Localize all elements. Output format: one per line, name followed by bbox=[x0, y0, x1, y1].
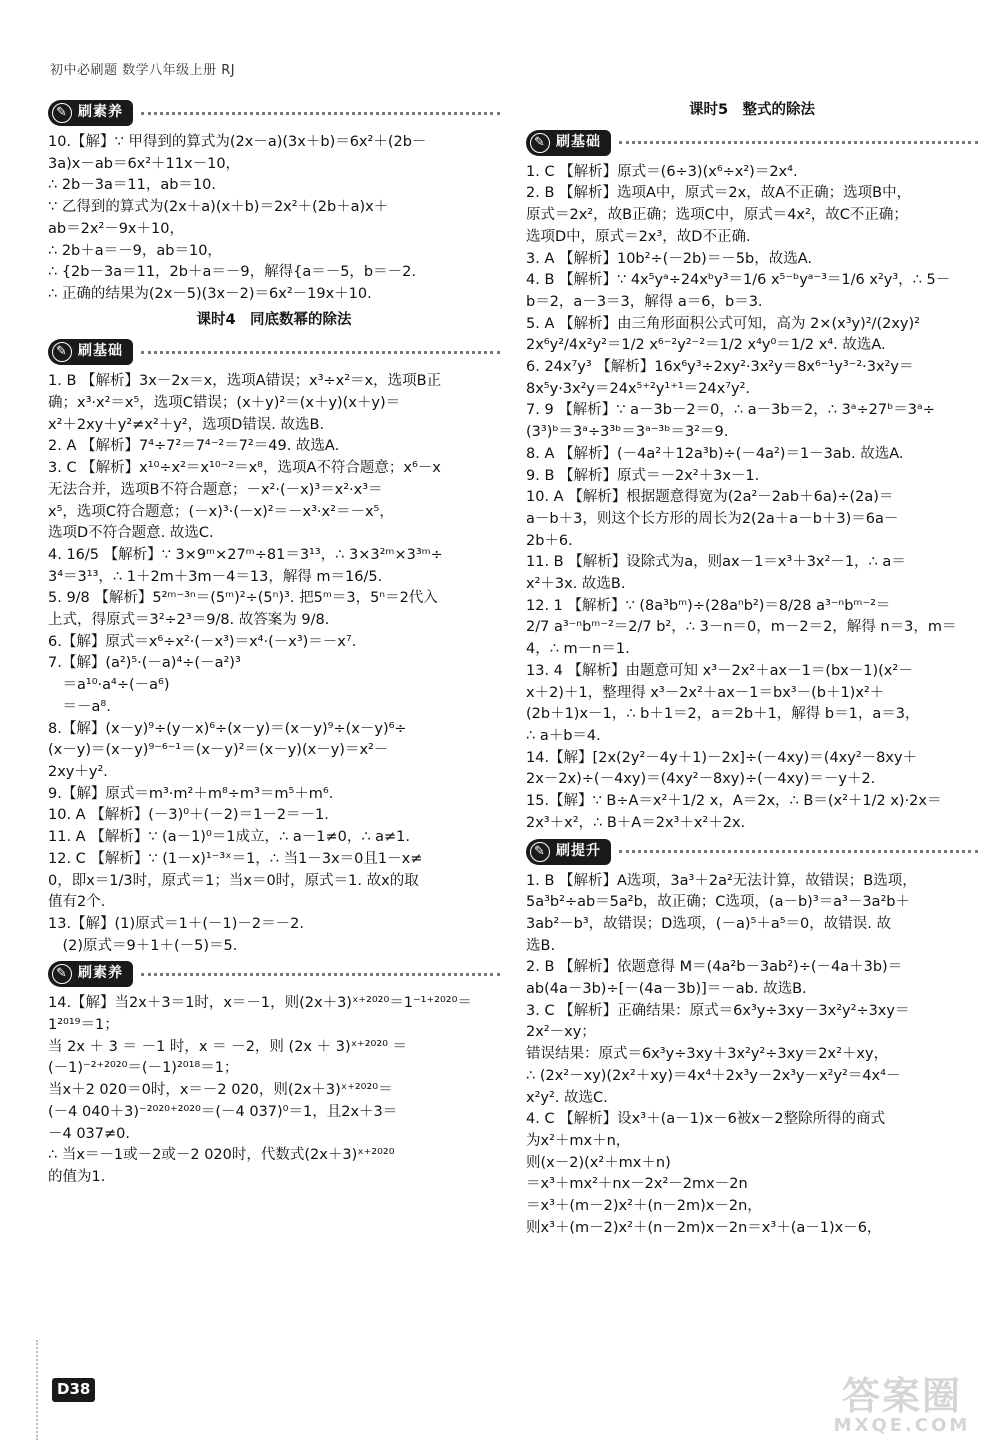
section-banner bbox=[526, 128, 978, 158]
answer-line: 2x⁶y²/4x²y²＝1/2 x⁶⁻²y²⁻²＝1/2 x⁴y⁰＝1/2 x⁴. 故选A. bbox=[526, 337, 886, 354]
answer-line: (－4 040＋3)⁻²⁰²⁰⁺²⁰²⁰＝(－4 037)⁰＝1，且2x＋3＝ bbox=[48, 1103, 398, 1120]
answer-line: 5a³b²÷ab＝5a²b，故正确；C选项，(a－b)³＝a³－3a²b＋ bbox=[526, 894, 910, 911]
section-badge-label: 刷基础 bbox=[78, 343, 123, 360]
section-badge bbox=[526, 839, 611, 865]
answer-line: －4 037≠0. bbox=[48, 1125, 130, 1142]
margin-dash-line bbox=[36, 1340, 38, 1440]
answer-line: 的值为1. bbox=[48, 1168, 106, 1185]
answer-line: 无法合并，选项B不符合题意；－x²·(－x)³＝x²·x³＝ bbox=[48, 481, 383, 498]
answer-line: x⁵，选项C符合题意；(－x)³·(－x)²＝－x³·x²＝－x⁵， bbox=[48, 503, 394, 520]
answer-line: 5. A 【解析】由三角形面积公式可知，高为 2×(x³y)²/(2xy)² bbox=[526, 315, 920, 332]
answer-line: ∴ 2b＋a＝－9，ab＝10， bbox=[48, 242, 222, 259]
right-column bbox=[526, 96, 978, 1239]
answer-line: (2)原式＝9＋1＋(－5)＝5. bbox=[48, 937, 238, 954]
answer-line: 12. 1 【解析】∵ (8a³bᵐ)÷(28aⁿb²)＝8/28 a³⁻ⁿbᵐ⁻²＝ bbox=[526, 597, 891, 614]
answer-line: 8.【解】(x－y)⁹÷(y－x)⁶÷(x－y)＝(x－y)⁹÷(x－y)⁶÷ bbox=[48, 720, 407, 737]
dotted-divider bbox=[141, 973, 500, 976]
lesson-title: 课时5 整式的除法 bbox=[688, 102, 816, 118]
section-banner bbox=[48, 98, 500, 128]
answer-line: ∵ 乙得到的算式为(2x＋a)(x＋b)＝2x²＋(2b＋a)x＋ bbox=[48, 199, 389, 216]
answer-line: 3ab²－b³，故错误；D选项，(－a)⁵＋a⁵＝0，故错误. 故 bbox=[526, 915, 891, 932]
answer-line: ＝x³＋mx²＋nx－2x²－2mx－2n bbox=[526, 1176, 748, 1193]
answer-line: ab(4a－3b)÷[－(4a－3b)]＝－ab. 故选B. bbox=[526, 981, 807, 998]
answer-line: 2x²－xy； bbox=[526, 1024, 596, 1041]
answer-line: ∴ 正确的结果为(2x－5)(3x－2)＝6x²－19x＋10. bbox=[48, 285, 372, 302]
answer-line: 选B. bbox=[526, 937, 556, 954]
answer-line: 10.【解】∵ 甲得到的算式为(2x－a)(3x＋b)＝6x²＋(2b－ bbox=[48, 134, 427, 150]
answer-line: 3⁴＝3¹³，∴ 1＋2m＋3m－4＝13，解得 m＝16/5. bbox=[48, 568, 383, 585]
dotted-divider bbox=[619, 850, 978, 853]
section-badge-label: 刷素养 bbox=[78, 104, 123, 121]
answer-line: 1. B 【解析】A选项，3a³＋2a²无法计算，故错误；B选项， bbox=[526, 872, 917, 889]
answer-line: 当 2x ＋ 3 ＝ －1 时，x ＝ －2，则 (2x ＋ 3)ˣ⁺²⁰²⁰ ＝ bbox=[48, 1038, 408, 1055]
answer-line: ＝x³＋(m－2)x²＋(n－2m)x－2n， bbox=[526, 1198, 762, 1215]
answer-line: 3. A 【解析】10b²÷(－2b)＝－5b，故选A. bbox=[526, 250, 813, 267]
answer-line: 当x＋2 020＝0时，x＝－2 020，则(2x＋3)ˣ⁺²⁰²⁰＝ bbox=[48, 1082, 393, 1099]
answer-line: 选项D中，原式＝2x³，故D不正确. bbox=[526, 228, 751, 245]
section-badge bbox=[48, 100, 133, 126]
answer-line: 14.【解】[2x(2y²－4y＋1)－2x]÷(－4xy)＝(4xy²－8xy＋ bbox=[526, 749, 918, 766]
page-header: 初中必刷题 数学八年级上册 RJ bbox=[50, 63, 236, 78]
answer-line: x²y². 故选C. bbox=[526, 1089, 608, 1106]
answer-line: ＝a¹⁰·a⁴÷(－a⁶) bbox=[48, 677, 170, 694]
pen-icon: ✎ bbox=[52, 103, 72, 123]
answer-line: 9. B 【解析】原式＝－2x²＋3x－1. bbox=[526, 467, 760, 484]
watermark-logo bbox=[812, 1376, 992, 1440]
answer-line: 2x³＋x²，∴ B＋A＝2x³＋x²＋2x. bbox=[526, 814, 746, 831]
dotted-divider bbox=[619, 141, 978, 144]
answer-line: 1. C 【解析】原式＝(6÷3)(x⁶÷x²)＝2x⁴. bbox=[526, 163, 798, 180]
answer-line: 2. B 【解析】选项A中，原式＝2x，故A不正确；选项B中， bbox=[526, 185, 912, 202]
page-number: D38 bbox=[52, 1378, 95, 1402]
answer-line: 1²⁰¹⁹＝1； bbox=[48, 1017, 119, 1034]
answer-line: 12. C 【解析】∵ (1－x)¹⁻³ˣ＝1，∴ 当1－3x＝0且1－x≠ bbox=[48, 850, 423, 867]
answer-line: 6.【解】原式＝x⁶÷x²·(－x³)＝x⁴·(－x³)＝－x⁷. bbox=[48, 633, 357, 650]
answer-line: 2b＋6. bbox=[526, 532, 573, 549]
pen-icon: ✎ bbox=[52, 342, 72, 362]
answer-line: 4. B 【解析】∵ 4x⁵yᵃ÷24xᵇy³＝1/6 x⁵⁻ᵇyᵃ⁻³＝1/6 x²y³，∴ 5－ bbox=[526, 272, 951, 289]
answer-line: 10. A 【解析】根据题意得宽为(2a²－2ab＋6a)÷(2a)＝ bbox=[526, 489, 894, 506]
answer-line: 2/7 a³⁻ⁿbᵐ⁻²＝2/7 b²，∴ 3－n＝0，m－2＝2，解得 n＝3，m＝ bbox=[526, 619, 957, 636]
answer-line: 0，即x＝1/3时，原式＝1；当x＝0时，原式＝1. 故x的取 bbox=[48, 872, 419, 889]
section-badge bbox=[48, 339, 133, 365]
left-column bbox=[48, 96, 500, 1189]
answer-line: 7.【解】(a²)⁵·(－a)⁴÷(－a²)³ bbox=[48, 655, 241, 672]
answer-line: ∴ a＋b＝4. bbox=[526, 727, 601, 744]
answer-line: ab＝2x²－9x＋10， bbox=[48, 220, 184, 237]
answer-line: ∴ 当x＝－1或－2或－2 020时，代数式(2x＋3)ˣ⁺²⁰²⁰ bbox=[48, 1147, 395, 1164]
answer-line: 6. 24x⁷y³ 【解析】16x⁶y³÷2xy²·3x²y＝8x⁶⁻¹y³⁻²·3x²y＝ bbox=[526, 359, 914, 376]
answer-line: 2. B 【解析】依题意得 M＝(4a²b－3ab²)÷(－4a＋3b)＝ bbox=[526, 959, 903, 976]
answer-line: 11. A 【解析】∵ (a－1)⁰＝1成立，∴ a－1≠0，∴ a≠1. bbox=[48, 829, 411, 846]
answer-line: ＝－a⁸. bbox=[48, 698, 111, 715]
pen-icon: ✎ bbox=[530, 133, 550, 153]
answer-line: ∴ (2x²－xy)(2x²＋xy)＝4x⁴＋2x³y－2x³y－x²y²＝4x⁴－ bbox=[526, 1067, 901, 1084]
watermark-sub-text: MXQE.COM bbox=[833, 1415, 971, 1436]
answer-line: x²＋2xy＋y²≠x²＋y²，选项D错误. 故选B. bbox=[48, 416, 325, 433]
answer-line: 11. B 【解析】设除式为a，则ax－1＝x³＋3x²－1，∴ a＝ bbox=[526, 554, 906, 571]
section-banner bbox=[48, 959, 500, 989]
answer-line: 14.【解】当2x＋3＝1时，x＝－1，则(2x＋3)ˣ⁺²⁰²⁰＝1⁻¹⁺²⁰²⁰＝ bbox=[48, 995, 472, 1012]
answer-line: 原式＝2x²，故B正确；选项C中，原式＝4x²，故C不正确； bbox=[526, 207, 908, 224]
answer-line: 为x²＋mx＋n， bbox=[526, 1132, 631, 1149]
answer-line: (x－y)＝(x－y)⁹⁻⁶⁻¹＝(x－y)²＝(x－y)(x－y)＝x²－ bbox=[48, 742, 389, 759]
answer-line: 则(x－2)(x²＋mx＋n) bbox=[526, 1154, 671, 1171]
answer-line: 9.【解】原式＝m³·m²＋m⁸÷m³＝m⁵＋m⁶. bbox=[48, 785, 334, 802]
answer-line: 则x³＋(m－2)x²＋(n－2m)x－2n＝x³＋(a－1)x－6， bbox=[526, 1219, 882, 1236]
lesson-title: 课时4 同底数幂的除法 bbox=[196, 311, 352, 328]
answer-line: ∴ 2b－3a＝11，ab＝10. bbox=[48, 177, 216, 194]
answer-line: 13.【解】(1)原式＝1＋(－1)－2＝－2. bbox=[48, 915, 304, 932]
section-banner bbox=[48, 337, 500, 367]
pen-icon: ✎ bbox=[52, 964, 72, 984]
dotted-divider bbox=[141, 112, 500, 115]
answer-line: 错误结果：原式＝6x³y÷3xy＋3x²y²÷3xy＝2x²＋xy， bbox=[526, 1046, 889, 1063]
answer-line: 3. C 【解析】x¹⁰÷x²＝x¹⁰⁻²＝x⁸，选项A不符合题意；x⁶－x bbox=[48, 460, 441, 477]
section-badge bbox=[526, 130, 611, 156]
answer-line: ∴ {2b－3a＝11，2b＋a＝－9，解得{a＝－5，b＝－2. bbox=[48, 264, 416, 281]
answer-line: 8x⁵y·3x²y＝24x⁵⁺²y¹⁺¹＝24x⁷y². bbox=[526, 380, 751, 397]
answer-line: 上式，得原式＝3²÷2³＝9/8. 故答案为 9/8. bbox=[48, 612, 330, 629]
answer-line: 值有2个. bbox=[48, 894, 106, 911]
answer-line: 3. C 【解析】正确结果：原式＝6x³y÷3xy－3x²y²÷3xy＝ bbox=[526, 1002, 910, 1019]
answer-line: 4. 16/5 【解析】∵ 3×9ᵐ×27ᵐ÷81＝3¹³，∴ 3×3²ᵐ×3³ᵐ÷ bbox=[48, 546, 443, 563]
answer-line: 10. A 【解析】(－3)⁰＋(－2)＝1－2＝－1. bbox=[48, 807, 329, 824]
answer-line: x²＋3x. 故选B. bbox=[526, 576, 626, 593]
answer-line: 2. A 【解析】7⁴÷7²＝7⁴⁻²＝7²＝49. 故选A. bbox=[48, 438, 340, 455]
answer-line: 4，∴ m－n＝1. bbox=[526, 641, 630, 658]
section-badge bbox=[48, 961, 133, 987]
answer-line: 7. 9 【解析】∵ a－3b－2＝0，∴ a－3b＝2，∴ 3ᵃ÷27ᵇ＝3ᵃ÷ bbox=[526, 402, 935, 419]
watermark-main-text: 答案圈 bbox=[841, 1374, 962, 1418]
answer-line: (2b＋1)x－1，∴ b＋1＝2，a＝2b＋1，解得 b＝1，a＝3， bbox=[526, 706, 920, 723]
answer-line: b＝2，a－3＝3，解得 a＝6，b＝3. bbox=[526, 293, 763, 310]
answer-line: 3a)x－ab＝6x²＋11x－10， bbox=[48, 155, 241, 172]
answer-line: 确；x³·x²＝x⁵，选项C错误；(x＋y)²＝(x＋y)(x＋y)＝ bbox=[48, 395, 401, 412]
answer-line: 1. B 【解析】3x－2x＝x，选项A错误；x³÷x²＝x，选项B正 bbox=[48, 373, 442, 390]
section-badge-label: 刷素养 bbox=[78, 965, 123, 982]
answer-line: 2xy＋y². bbox=[48, 763, 108, 780]
answer-line: 选项D不符合题意. 故选C. bbox=[48, 525, 214, 542]
section-badge-label: 刷基础 bbox=[556, 133, 601, 150]
section-banner bbox=[526, 837, 978, 867]
dotted-divider bbox=[141, 351, 500, 354]
pen-icon: ✎ bbox=[530, 842, 550, 862]
answer-line: 8. A 【解析】(－4a²＋12a³b)÷(－4a²)＝1－3ab. 故选A. bbox=[526, 445, 904, 462]
answer-line: x＋2)＋1，整理得 x³－2x²＋ax－1＝bx³－(b＋1)x²＋ bbox=[526, 684, 885, 701]
answer-line: (3³)ᵇ＝3ᵃ÷3³ᵇ＝3ᵃ⁻³ᵇ＝3²＝9. bbox=[526, 424, 729, 441]
answer-line: 4. C 【解析】设x³＋(a－1)x－6被x－2整除所得的商式 bbox=[526, 1111, 886, 1128]
answer-line: a－b＋3，则这个长方形的周长为2(2a＋a－b＋3)＝6a－ bbox=[526, 510, 899, 527]
answer-line: 2x－2x)÷(－4xy)＝(4xy²－8xy)÷(－4xy)＝－y＋2. bbox=[526, 771, 876, 788]
answer-line: 13. 4 【解析】由题意可知 x³－2x²＋ax－1＝(bx－1)(x²－ bbox=[526, 662, 913, 679]
section-badge-label: 刷提升 bbox=[556, 842, 601, 859]
answer-line: (－1)⁻²⁺²⁰²⁰＝(－1)²⁰¹⁸＝1； bbox=[48, 1060, 239, 1077]
answer-line: 5. 9/8 【解析】5²ᵐ⁻³ⁿ＝(5ᵐ)²÷(5ⁿ)³. 把5ᵐ＝3，5ⁿ＝2代入 bbox=[48, 590, 438, 607]
answer-line: 15.【解】∵ B÷A＝x²＋1/2 x，A＝2x，∴ B＝(x²＋1/2 x)·2x＝ bbox=[526, 793, 942, 810]
